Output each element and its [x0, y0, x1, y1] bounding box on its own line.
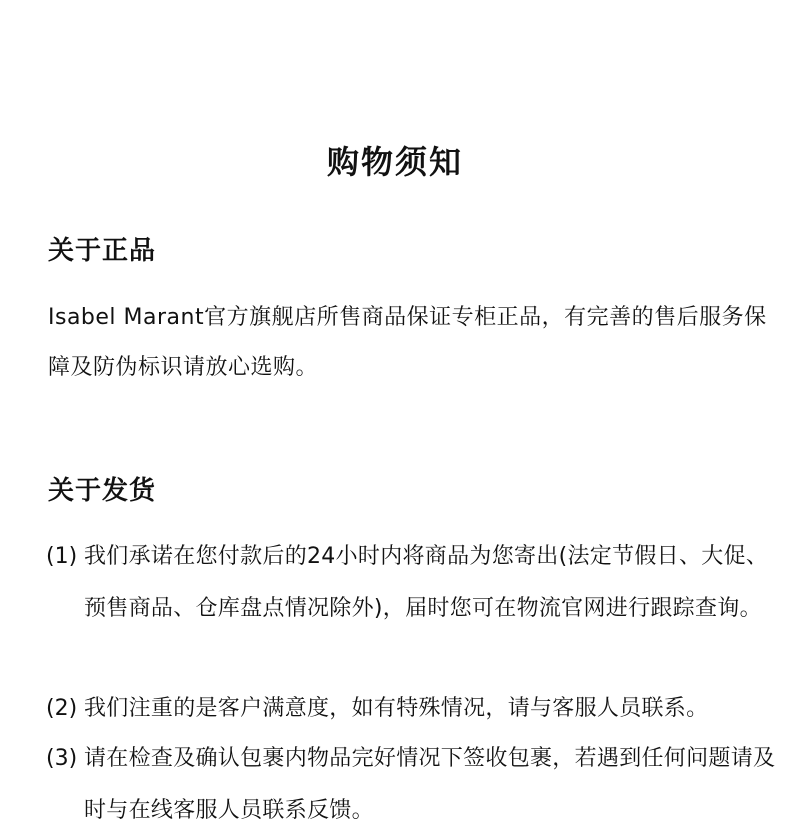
item-text: 我们注重的是客户满意度，如有特殊情况，请与客服人员联系。: [84, 696, 709, 721]
item-text: 我们承诺在您付款后的24小时内将商品为您寄出(法定节假日、大促、预售商品、仓库盘点情况除外)，届时您可在物流官网进行跟踪查询。: [84, 544, 769, 621]
shipping-item-3: [46, 733, 781, 837]
item-number: (1): [46, 544, 78, 569]
section-heading-shipping: 关于发货: [48, 476, 157, 506]
item-number: (2): [46, 696, 78, 721]
section-heading-authenticity: 关于正品: [48, 236, 157, 266]
page-title: 购物须知: [326, 143, 463, 181]
shipping-item-2: [46, 683, 781, 735]
item-text: 请在检查及确认包裹内物品完好情况下签收包裹，若遇到任何问题请及时与在线客服人员联系反馈。: [84, 746, 776, 823]
authenticity-paragraph: Isabel Marant官方旗舰店所售商品保证专柜正品，有完善的售后服务保障及防伪标识请放心选购。: [48, 305, 767, 380]
shipping-item-1: [46, 531, 781, 635]
item-number: (3): [46, 746, 78, 771]
